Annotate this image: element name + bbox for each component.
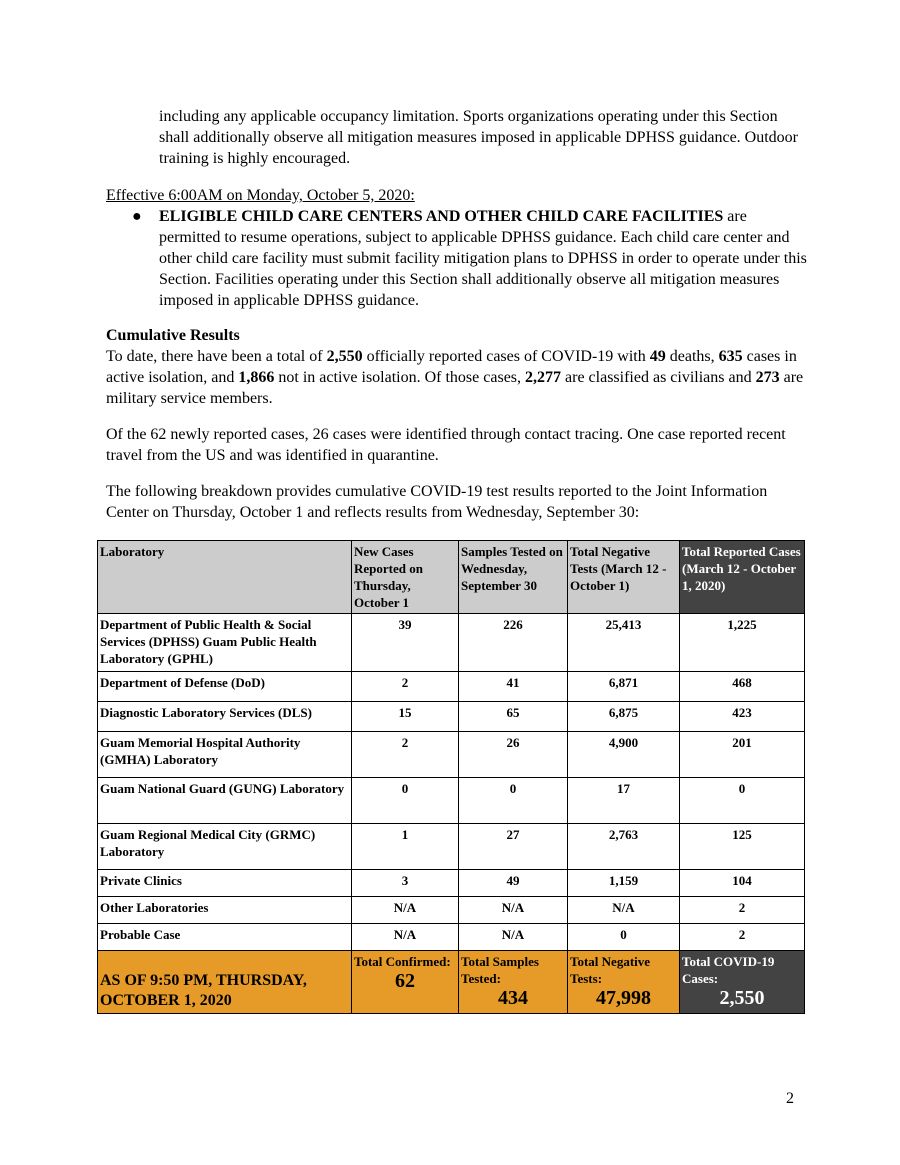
- lab-name: Probable Case: [98, 924, 352, 951]
- lab-name: Department of Defense (DoD): [98, 672, 352, 702]
- new-cases-cell: 0: [352, 778, 459, 824]
- totals-row: [98, 951, 805, 1014]
- cumulative-results-paragraph: [106, 346, 806, 409]
- lab-name: Private Clinics: [98, 870, 352, 897]
- lab-name: Other Laboratories: [98, 897, 352, 924]
- reported-cell: 104: [680, 870, 805, 897]
- header-samples-tested: Samples Tested on Wednesday, September 30: [459, 541, 568, 614]
- total-cases-label: Total COVID-19 Cases:: [682, 954, 775, 986]
- table-row: [98, 924, 805, 951]
- new-cases-paragraph: Of the 62 newly reported cases, 26 cases were identified through contact tracing. One case reported recent travel from the US and was identified in quarantine.: [106, 426, 786, 464]
- new-cases-cell: 2: [352, 672, 459, 702]
- new-cases-cell: 15: [352, 702, 459, 732]
- samples-cell: N/A: [459, 924, 568, 951]
- samples-cell: 26: [459, 732, 568, 778]
- total-cases-value: 2,550: [719, 987, 765, 1009]
- text-run: cases in active isolation, and: [106, 348, 797, 386]
- table-row: [98, 824, 805, 870]
- page-number: 2: [786, 1090, 794, 1107]
- negative-cell: 25,413: [568, 614, 680, 672]
- new-cases-cell: N/A: [352, 924, 459, 951]
- cumulative-results-title: Cumulative Results: [106, 327, 240, 344]
- total-negative-value: 47,998: [596, 987, 651, 1009]
- totals-cell-confirmed: [352, 951, 459, 1014]
- negative-cell: 4,900: [568, 732, 680, 778]
- new-cases-cell: 1: [352, 824, 459, 870]
- lab-name: Guam Memorial Hospital Authority (GMHA) Laboratory: [98, 732, 352, 778]
- header-total-negative: Total Negative Tests (March 12 - October 1): [568, 541, 680, 614]
- totals-cell-cases: [680, 951, 805, 1014]
- not-active-isolation-value: 1,866: [238, 369, 275, 386]
- deaths-value: 49: [649, 348, 666, 365]
- totals-cell-label: [98, 951, 352, 1014]
- breakdown-paragraph: The following breakdown provides cumulative COVID-19 test results reported to the Joint Information Center on Thursday, October 1 and reflects results from Wednesday, September 30:: [106, 483, 768, 521]
- samples-cell: 0: [459, 778, 568, 824]
- lab-name: Guam National Guard (GUNG) Laboratory: [98, 778, 352, 824]
- table-row: [98, 672, 805, 702]
- text-run: To date, there have been a total of: [106, 348, 327, 365]
- total-confirmed-label: Total Confirmed:: [354, 954, 451, 969]
- table-row: [98, 732, 805, 778]
- header-laboratory: Laboratory: [98, 541, 352, 614]
- total-confirmed-value: 62: [395, 970, 415, 992]
- total-samples-label: Total Samples Tested:: [461, 954, 539, 986]
- reported-cell: 201: [680, 732, 805, 778]
- reported-cell: 0: [680, 778, 805, 824]
- negative-cell: 6,871: [568, 672, 680, 702]
- samples-cell: 27: [459, 824, 568, 870]
- lab-results-table: [97, 540, 805, 1014]
- lab-name: Diagnostic Laboratory Services (DLS): [98, 702, 352, 732]
- reported-cell: 125: [680, 824, 805, 870]
- total-samples-value: 434: [498, 987, 528, 1009]
- new-cases-cell: N/A: [352, 897, 459, 924]
- civilians-value: 2,277: [525, 369, 562, 386]
- totals-cell-negative: [568, 951, 680, 1014]
- new-cases-cell: 2: [352, 732, 459, 778]
- reported-cell: 2: [680, 897, 805, 924]
- negative-cell: 1,159: [568, 870, 680, 897]
- samples-cell: 41: [459, 672, 568, 702]
- bullet-body: are permitted to resume operations, subject to applicable DPHSS guidance. Each child care center and other child care facility must submit facility mitigation plans to DPHSS in order to operate under this Section. Facilities operating under this Section shall additionally observe all mitigation measures imposed in applicable DPHSS guidance.: [159, 208, 807, 309]
- totals-label: AS OF 9:50 PM, THURSDAY, OCTOBER 1, 2020: [100, 972, 307, 1009]
- table-row: [98, 778, 805, 824]
- text-run: are classified as civilians and: [561, 369, 756, 386]
- bullet-icon: ●: [132, 208, 142, 225]
- total-negative-label: Total Negative Tests:: [570, 954, 651, 986]
- new-cases-cell: 39: [352, 614, 459, 672]
- lab-name: Guam Regional Medical City (GRMC) Laboratory: [98, 824, 352, 870]
- samples-cell: 65: [459, 702, 568, 732]
- text-run: not in active isolation. Of those cases,: [274, 369, 526, 386]
- samples-cell: 49: [459, 870, 568, 897]
- table-header-row: [98, 541, 805, 614]
- effective-heading: Effective 6:00AM on Monday, October 5, 2020:: [106, 187, 415, 204]
- header-new-cases: New Cases Reported on Thursday, October 1: [352, 541, 459, 614]
- table-row: [98, 702, 805, 732]
- total-cases-value: 2,550: [326, 348, 363, 365]
- totals-cell-samples: [459, 951, 568, 1014]
- header-total-reported: Total Reported Cases (March 12 - October 1, 2020): [680, 541, 805, 614]
- negative-cell: 2,763: [568, 824, 680, 870]
- text-run: officially reported cases of COVID-19 with: [362, 348, 650, 365]
- negative-cell: 6,875: [568, 702, 680, 732]
- reported-cell: 468: [680, 672, 805, 702]
- military-value: 273: [755, 369, 780, 386]
- bullet-text: [159, 206, 809, 311]
- table-row: [98, 870, 805, 897]
- text-run: are military service members.: [106, 369, 804, 407]
- reported-cell: 2: [680, 924, 805, 951]
- negative-cell: 0: [568, 924, 680, 951]
- new-cases-cell: 3: [352, 870, 459, 897]
- bullet-bold-lead: ELIGIBLE CHILD CARE CENTERS AND OTHER CHILD CARE FACILITIES: [159, 208, 724, 225]
- lab-name: Department of Public Health & Social Services (DPHSS) Guam Public Health Laboratory (GPHL): [98, 614, 352, 672]
- text-run: deaths,: [665, 348, 719, 365]
- negative-cell: 17: [568, 778, 680, 824]
- samples-cell: 226: [459, 614, 568, 672]
- continued-paragraph: including any applicable occupancy limitation. Sports organizations operating under this Section shall additionally observe all mitigation measures imposed in applicable DPHSS guidance. Outdoor training is highly encouraged.: [159, 108, 798, 167]
- reported-cell: 1,225: [680, 614, 805, 672]
- reported-cell: 423: [680, 702, 805, 732]
- samples-cell: N/A: [459, 897, 568, 924]
- table-row: [98, 614, 805, 672]
- active-isolation-value: 635: [718, 348, 743, 365]
- table-row: [98, 897, 805, 924]
- negative-cell: N/A: [568, 897, 680, 924]
